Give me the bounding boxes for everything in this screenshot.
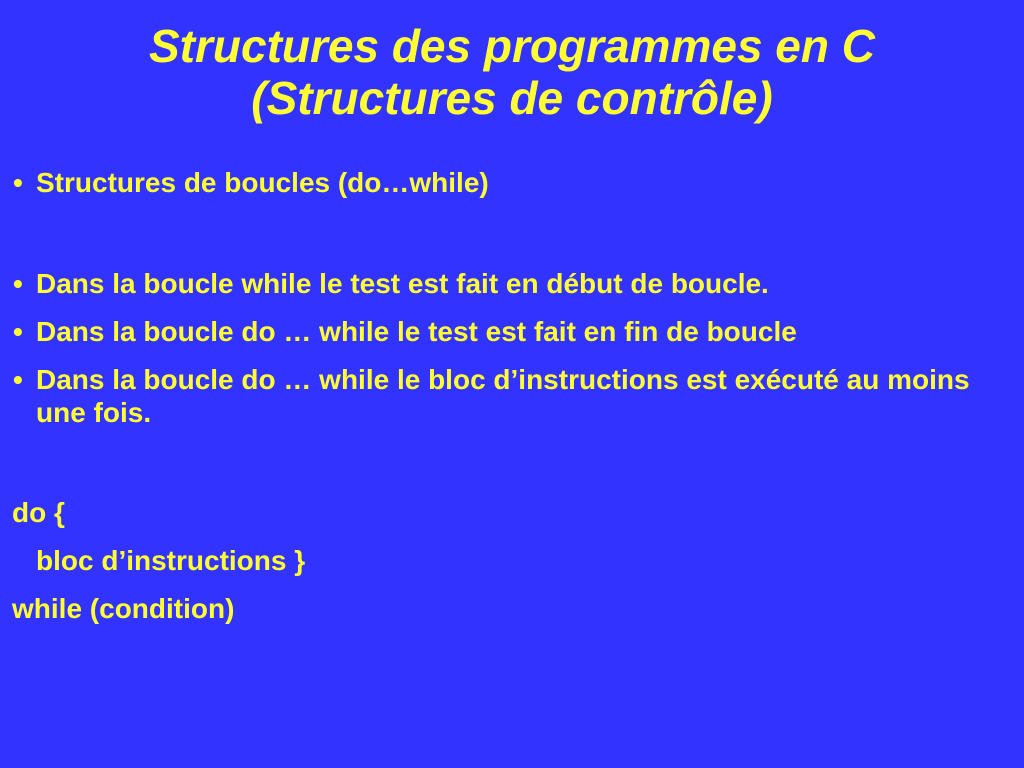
bullet-item — [0, 363, 1024, 429]
bullet-text: Dans la boucle do … while le test est fait en fin de boucle — [36, 316, 797, 347]
bullet-item — [0, 166, 1024, 199]
bullet-text: Dans la boucle do … while le bloc d’instructions est exécuté au moins une fois. — [36, 364, 970, 428]
code-line-while: while (condition) — [12, 593, 235, 624]
bullet-icon: • — [13, 268, 23, 299]
bullet-icon: • — [13, 364, 23, 395]
slide-title — [0, 20, 1024, 124]
code-snippet — [0, 496, 1024, 640]
bullet-list — [0, 160, 1024, 429]
code-line-do: do { — [12, 497, 65, 528]
slide-title-line-1: Structures des programmes en C — [148, 20, 875, 72]
bullet-text: Dans la boucle while le test est fait en début de boucle. — [36, 268, 769, 299]
code-line-block: bloc d’instructions } — [36, 545, 306, 576]
bullet-icon: • — [13, 167, 23, 198]
bullet-text: Structures de boucles (do…while) — [36, 167, 489, 198]
bullet-icon: • — [13, 316, 23, 347]
slide-title-line-2: (Structures de contrôle) — [251, 72, 773, 124]
bullet-item — [0, 267, 1024, 300]
bullet-item — [0, 315, 1024, 348]
